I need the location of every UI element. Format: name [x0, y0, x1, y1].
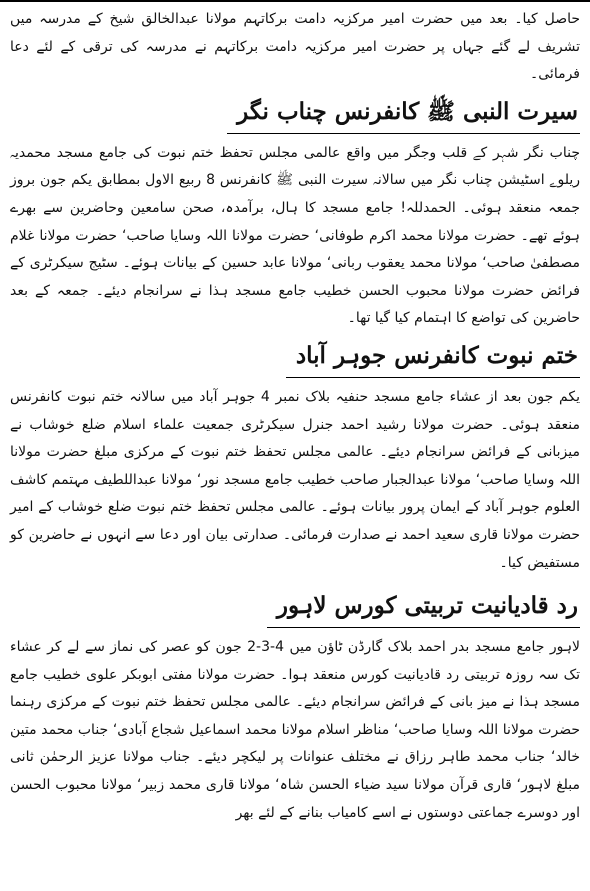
khatm-line-5: عالمی مجلس تحفظ ختم نبوت ضلع خوشاب کے امیر حضرت مولانا قاری سعید احمد نے صدارت فرمائی۔	[10, 499, 580, 543]
seerat-line-6: سرانجام دیئے۔ جمعہ کے بعد حاضرین کی تواضع کا اہتمام کیا گیا تھا۔	[10, 282, 580, 327]
khatm-line-1: یکم جون بعد از عشاء جامع مسجد حنفیہ بلاک نمبر 4 جوہر آباد میں سالانہ ختم نبوت کانفرنس منعقد	[10, 388, 581, 433]
seerat-line-3: الحمدللہ! جامع مسجد کا ہال، برآمدہ، صحن سامعین وحاضرین سے بھرے ہوئے تھے۔ حضرت مولانا محمد اکرم	[10, 199, 580, 244]
intro-line-1: حاصل کیا۔ بعد میں حضرت امیر مرکزیہ دامت برکاتہم مولانا عبدالخالق شیخ کے مدرسہ میں تشریف لے گئے	[10, 11, 580, 55]
top-divider	[0, 0, 590, 2]
seerat-line-2: اسٹیشن چناب نگر میں سالانہ سیرت النبی ﷺ کانفرنس 8 ربیع الاول بمطابق یکم جون بروز جمعہ منعقد ہوئی۔	[10, 172, 581, 216]
seerat-conference-paragraph	[10, 140, 580, 333]
course-line-4: صاحب‘ مناظر اسلام مولانا محمد اسماعیل شجاع آبادی‘ جناب محمد متین خالد‘ جناب محمد طاہر رزاق نے مختلف	[10, 721, 580, 766]
seerat-line-4: طوفانی‘ حضرت مولانا اللہ وسایا صاحب‘ حضرت مولانا غلام مصطفیٰ صاحب‘ مولانا محمد یعقوب ربانی‘ مولانا	[10, 227, 580, 272]
training-course-paragraph	[10, 634, 580, 827]
khatm-line-2: ہوئی۔ حضرت مولانا رشید احمد جنرل سیکرٹری جمعیت علماء اسلام ضلع خوشاب نے میزبانی کے فرائض	[10, 416, 580, 461]
khatm-conference-paragraph	[10, 384, 580, 577]
course-line-3: بانی کے فرائض سرانجام دیئے۔ عالمی مجلس تحفظ ختم نبوت کے مرکزی رہنما حضرت مولانا اللہ وسایا	[10, 694, 581, 738]
intro-line-2: جہاں پر حضرت امیر مرکزیہ دامت برکاتہم نے مدرسہ کی ترقی کے لئے دعا فرمائی۔	[10, 38, 580, 83]
course-line-6: مولانا قاری محمد زبیر‘ مولانا محبوب الحسن اور دوسرے جماعتی دوستوں نے اسے کامیاب بنانے کے لئے بھر	[10, 777, 580, 821]
khatm-line-4: صاحب خطیب جامع مسجد نور‘ مولانا عبداللطیف مہتمم کاشف العلوم جوہر آباد کے ایمان پرور بیانات ہوئے۔	[10, 471, 581, 516]
course-line-2: سہ روزہ تربیتی رد قادیانیت کورس منعقد ہوا۔ حضرت مولانا مفتی ابوبکر علوی خطیب جامع مسجد ہذا نے میز	[10, 666, 581, 711]
course-line-1: لاہور جامع مسجد بدر احمد بلاک گارڈن ٹاؤن میں 4-3-2 جون کو عصر کی نماز سے لے کر عشاء تک	[10, 639, 581, 683]
seerat-line-5: عابد حسین کے بیانات ہوئے۔ سٹیج سیکرٹری کے فرائض حضرت مولانا محبوب الحسن خطیب جامع مسجد ہذا نے	[10, 255, 580, 299]
section-heading-khatm-nabuwwat-conference: ختم نبوت کانفرنس جوہر آباد	[10, 337, 580, 378]
intro-paragraph	[10, 6, 580, 89]
khatm-line-3: سرانجام دیئے۔ عالمی مجلس تحفظ ختم نبوت کے مرکزی مبلغ حضرت مولانا اللہ وسایا صاحب‘ مولانا عبدالجبار	[10, 444, 580, 488]
khatm-line-6: صدارتی بیان اور دعا سے انہوں نے حاضرین کو مستفیض کیا۔	[10, 526, 580, 571]
section-heading-seerat-conference: سیرت النبی ﷺ کانفرنس چناب نگر	[10, 93, 580, 134]
course-line-5: عنوانات پر لیکچر دیئے۔ جناب مولانا عزیز الرحمٰن ثانی مبلغ لاہور‘ قاری قرآن مولانا سید ضیاء الحسن شاہ‘	[10, 749, 581, 794]
seerat-line-1: چناب نگر شہر کے قلب وجگر میں واقع عالمی مجلس تحفظ ختم نبوت کی جامع مسجد محمدیہ ریلوے	[10, 144, 580, 189]
section-heading-training-course: رد قادیانیت تربیتی کورس لاہور	[10, 587, 580, 628]
